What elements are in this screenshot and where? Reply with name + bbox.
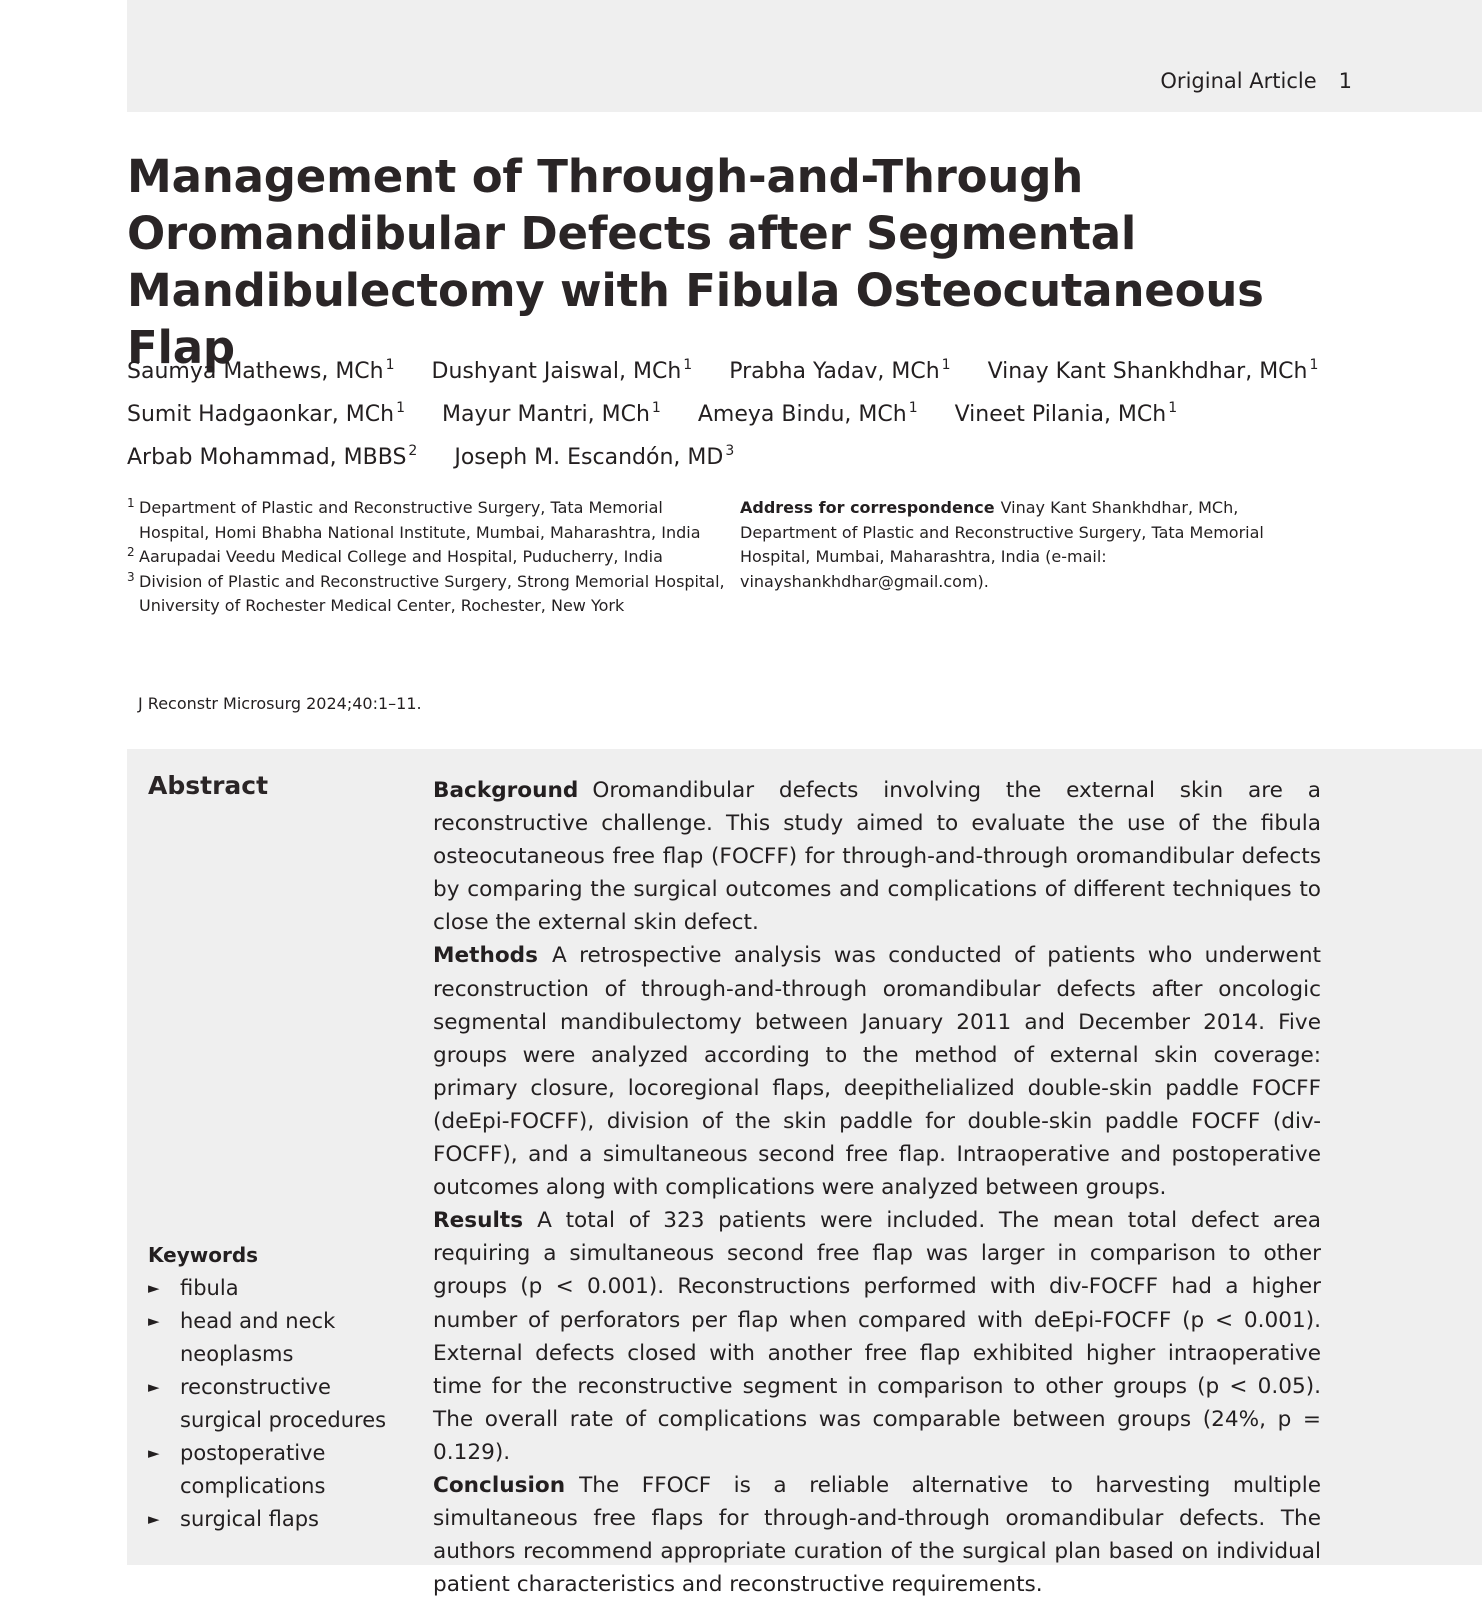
affiliation-number: 1 — [127, 496, 135, 510]
arrow-right-icon: ► — [148, 1312, 160, 1330]
abstract-conclusion — [433, 1469, 1321, 1601]
section-label: Methods — [433, 943, 538, 969]
author-line-1 — [127, 347, 1377, 390]
keyword-text: surgical flaps — [180, 1507, 319, 1531]
keyword-text: postoperative complications — [180, 1441, 326, 1498]
author-affiliation-mark: 3 — [725, 443, 735, 459]
article-title: Management of Through-and-Through Oromandibular Defects after Segmental Mandibulectomy with Fibula Osteocutaneous Flap — [127, 150, 1264, 374]
author-affiliation-mark: 1 — [1309, 357, 1319, 373]
arrow-right-icon: ► — [148, 1279, 160, 1297]
author-name: Joseph M. Escandón, MD — [454, 445, 724, 470]
author — [988, 359, 1319, 384]
affiliation-text: Department of Plastic and Reconstructive Surgery, Tata Memorial Hospital, Homi Bhabha National Institute, Mumbai, Maharashtra, India — [139, 498, 701, 542]
page-number: 1 — [1338, 69, 1352, 93]
author-name: Vinay Kant Shankhdhar, MCh — [987, 359, 1308, 384]
correspondence-text: Vinay Kant Shankhdhar, MCh, Department of Plastic and Reconstructive Surgery, Tata Memorial Hospital, Mumbai, Maharashtra, India (e-mail: vinayshankhdhar@gmail.com). — [740, 498, 1264, 591]
author-name: Arbab Mohammad, MBBS — [127, 445, 407, 470]
section-text: Oromandibular defects involving the external skin are a reconstructive challenge. This study aimed to evaluate the use of the fibula osteocutaneous free flap (FOCFF) for through-and-through oromandibular defects by comparing the surgical outcomes and complications of different techniques to close the external skin defect. — [433, 778, 1321, 936]
affiliation-text: Aarupadai Veedu Medical College and Hospital, Puducherry, India — [139, 547, 663, 566]
author-name: Ameya Bindu, MCh — [697, 402, 907, 427]
affiliation-number: 3 — [127, 569, 135, 584]
author — [442, 402, 661, 427]
header-band — [127, 0, 1482, 112]
keyword-item — [148, 1437, 398, 1503]
abstract-results — [433, 1204, 1321, 1469]
affiliation-item — [127, 570, 727, 619]
journal-citation: J Reconstr Microsurg 2024;40:1–11. — [138, 694, 422, 713]
keyword-text: reconstructive surgical procedures — [180, 1375, 387, 1432]
author-list — [127, 347, 1377, 476]
abstract-heading: Abstract — [148, 771, 269, 800]
affiliation-item — [127, 496, 727, 545]
keywords-panel — [148, 1239, 398, 1536]
keyword-text: fibula — [180, 1276, 239, 1300]
abstract-background — [433, 774, 1321, 939]
author-affiliation-mark: 1 — [683, 357, 693, 373]
author-affiliation-mark: 1 — [908, 400, 918, 416]
author-name: Vineet Pilania, MCh — [954, 402, 1167, 427]
arrow-right-icon: ► — [148, 1378, 160, 1396]
author-name: Saumya Mathews, MCh — [127, 359, 384, 384]
keywords-heading: Keywords — [148, 1243, 259, 1267]
keywords-list — [148, 1272, 398, 1536]
affiliation-text: Division of Plastic and Reconstructive Surgery, Strong Memorial Hospital, University of Rochester Medical Center, Rochester, New York — [139, 571, 725, 615]
author — [955, 402, 1178, 427]
author — [127, 445, 417, 470]
section-text: The FFOCF is a reliable alternative to harvesting multiple simultaneous free flaps for through-and-through oromandibular defects. The authors recommend appropriate curation of the surgical plan based on individual patient characteristics and reconstructive requirements. — [433, 1472, 1321, 1598]
author-affiliation-mark: 1 — [651, 400, 661, 416]
keyword-item — [148, 1371, 398, 1437]
author-name: Mayur Mantri, MCh — [441, 402, 650, 427]
section-label: Background — [433, 778, 579, 803]
author-name: Sumit Hadgaonkar, MCh — [127, 402, 395, 427]
author-affiliation-mark: 1 — [941, 357, 951, 373]
arrow-right-icon: ► — [148, 1510, 160, 1528]
author — [432, 359, 693, 384]
author-name: Prabha Yadav, MCh — [729, 359, 940, 384]
author-affiliation-mark: 1 — [396, 400, 405, 416]
keyword-item — [148, 1305, 398, 1371]
author-affiliation-mark: 2 — [408, 443, 418, 459]
author — [729, 359, 950, 384]
article-type-label: Original Article — [1160, 69, 1317, 93]
author-line-2 — [127, 390, 1377, 433]
correspondence-address — [740, 496, 1320, 594]
keyword-text: head and neck neoplasms — [180, 1309, 336, 1366]
affiliation-list — [127, 496, 727, 619]
abstract-methods — [433, 939, 1321, 1204]
author-affiliation-mark: 1 — [385, 357, 395, 373]
correspondence-label: Address for correspondence — [740, 498, 995, 517]
section-text: A total of 323 patients were included. The mean total defect area requiring a simultaneous second free flap was larger in comparison to other groups (p < 0.001). Reconstructions performed with div-FOCFF had a higher number of perforators per flap when compared with deEpi-FOCFF (p < 0.001). External defects closed with another free flap exhibited higher intraoperative time for the reconstructive segment in comparison to other groups (p < 0.05). The overall rate of complications was comparable between groups (24%, p = 0.129). — [433, 1208, 1321, 1465]
author — [698, 402, 918, 427]
author-affiliation-mark: 1 — [1168, 400, 1178, 416]
abstract-body — [433, 774, 1321, 1601]
author — [127, 402, 405, 427]
affiliation-item — [127, 545, 727, 570]
section-label: Conclusion — [433, 1472, 566, 1498]
section-label: Results — [433, 1208, 524, 1234]
affiliation-number: 2 — [127, 545, 135, 559]
keyword-item — [148, 1272, 398, 1305]
article-type-header — [1160, 69, 1352, 93]
author — [454, 445, 734, 470]
section-text: A retrospective analysis was conducted of patients who underwent reconstruction of through-and-through oromandibular defects after oncologic segmental mandibulectomy between January 2011 and December 2014. Five groups were analyzed according to the method of external skin coverage: primary closure, locoregional flaps, deepithelialized double-skin paddle FOCFF (deEpi-FOCFF), division of the skin paddle for double-skin paddle FOCFF (div-FOCFF), and a simultaneous second free flap. Intraoperative and postoperative outcomes along with complications were analyzed between groups. — [433, 943, 1321, 1201]
keyword-item — [148, 1503, 398, 1536]
author-line-3 — [127, 433, 1377, 476]
author-name: Dushyant Jaiswal, MCh — [431, 359, 682, 384]
author — [127, 359, 395, 384]
arrow-right-icon: ► — [148, 1444, 160, 1462]
